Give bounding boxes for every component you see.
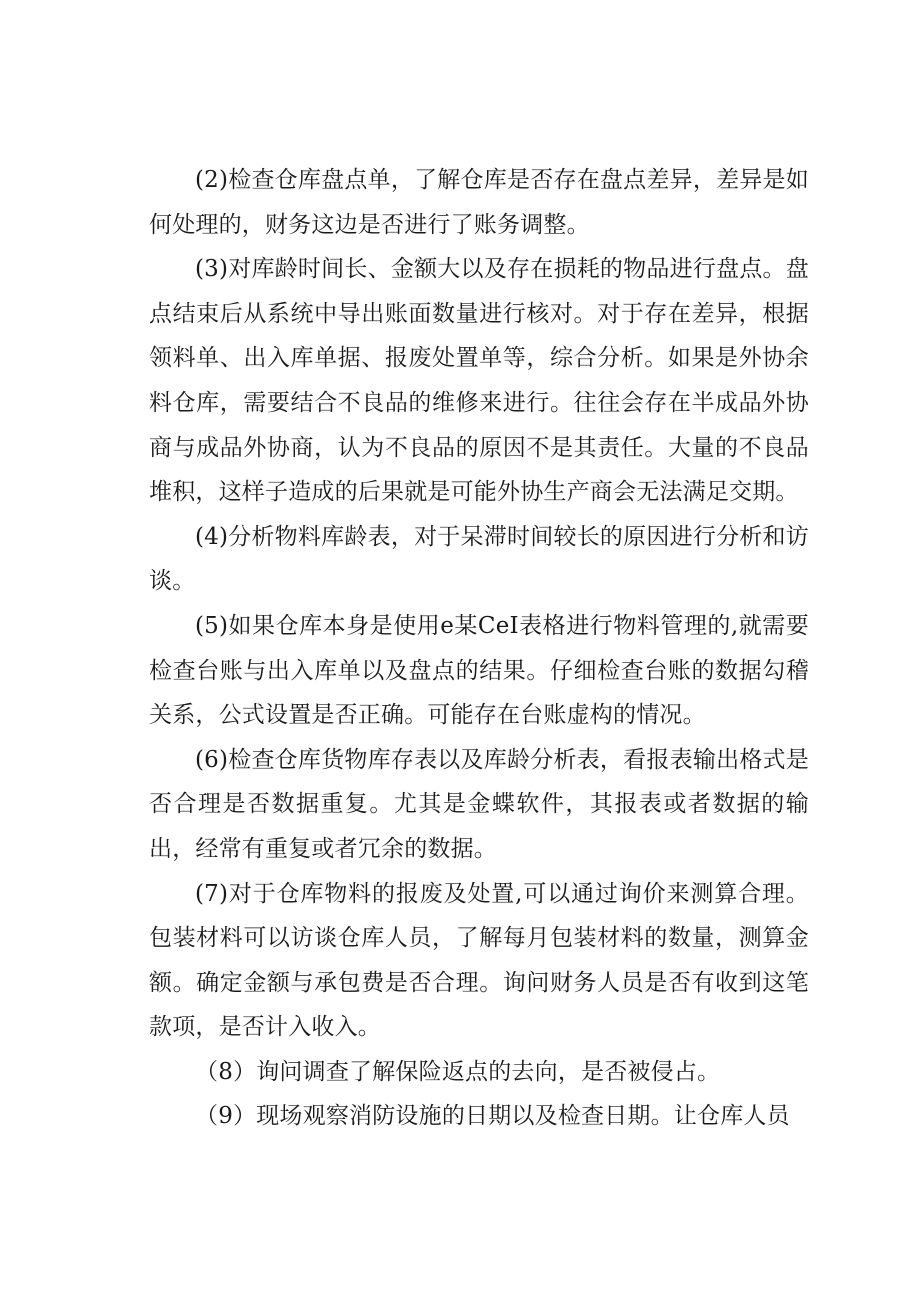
paragraph-6: (6)检查仓库货物库存表以及库龄分析表，看报表输出格式是否合理是否数据重复。尤其是金蝶软件，其报表或者数据的输出，经常有重复或者冗余的数据。	[149, 746, 809, 862]
paragraph-5: (5)如果仓库本身是使用e某CeI表格进行物料管理的,就需要检查台账与出入库单以及盘点的结果。仔细检查台账的数据勾稽关系，公式设置是否正确。可能存在台账虚构的情况。	[149, 612, 809, 729]
paragraph-8: （8）询问调查了解保险返点的去向，是否被侵占。	[195, 1058, 721, 1085]
paragraph-7: (7)对于仓库物料的报废及处置,可以通过询价来测算合理。包装材料可以访谈仓库人员，了解每月包装材料的数量，测算金额。确定金额与承包费是否合理。询问财务人员是否有收到这笔款项，是否计入收入。	[149, 880, 809, 1041]
paragraph-3: (3)对库龄时间长、金额大以及存在损耗的物品进行盘点。盘点结束后从系统中导出账面数量进行核对。对于存在差异，根据领料单、出入库单据、报废处置单等，综合分析。如果是外协余料仓库，需要结合不良品的维修来进行。往往会存在半成品外协商与成品外协商，认为不良品的原因不是其责任。大量的不良品堆积，这样子造成的后果就是可能外协生产商会无法满足交期。	[149, 256, 809, 506]
document-body	[149, 158, 809, 1139]
paragraph-9: （9）现场观察消防设施的日期以及检查日期。让仓库人员	[195, 1103, 790, 1130]
paragraph-2: (2)检查仓库盘点单，了解仓库是否存在盘点差异，差异是如何处理的，财务这边是否进行了账务调整。	[149, 167, 809, 238]
paragraph-4: (4)分析物料库龄表，对于呆滞时间较长的原因进行分析和访谈。	[149, 523, 809, 595]
